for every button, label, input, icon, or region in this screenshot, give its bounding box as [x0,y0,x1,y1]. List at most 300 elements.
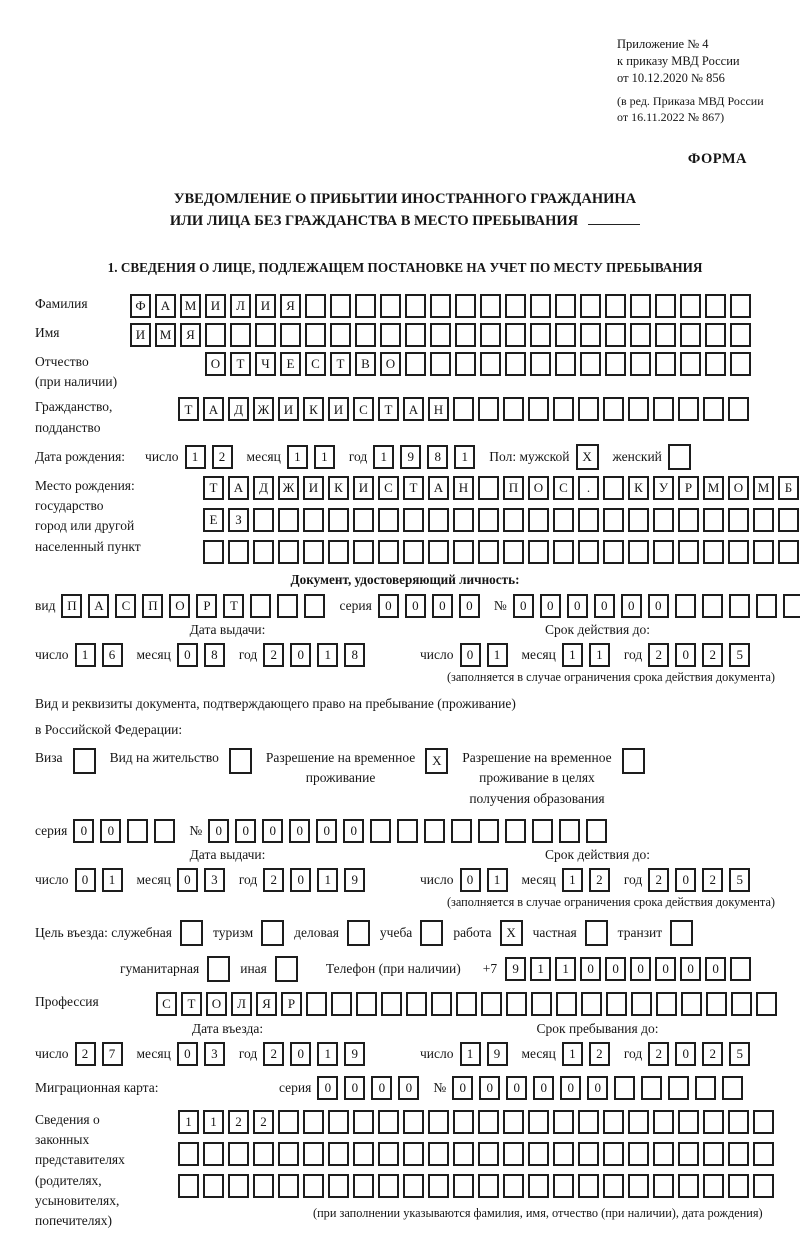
char-cell: 0 [648,594,669,618]
char-cell [478,1142,499,1166]
char-cell [478,1174,499,1198]
char-cell [628,397,649,421]
char-cell: Т [178,397,199,421]
char-cell: К [628,476,649,500]
char-cell [656,992,677,1016]
char-cell [603,1142,624,1166]
char-cell [556,992,577,1016]
char-cell: 0 [290,1042,311,1066]
char-cell [778,508,799,532]
char-cell: И [303,476,324,500]
char-cell [328,1174,349,1198]
stay-month [562,1042,610,1066]
char-cell [783,594,800,618]
char-cell [478,508,499,532]
char-cell: О [380,352,401,376]
char-cell [655,294,676,318]
id-issue-day [75,643,123,667]
char-cell [705,352,726,376]
char-cell [178,1142,199,1166]
char-cell: О [528,476,549,500]
char-cell [451,819,472,843]
entry-year [263,1042,365,1066]
char-cell: В [355,352,376,376]
char-cell: М [180,294,201,318]
char-cell [628,540,649,564]
form-title [35,188,775,233]
char-cell: 1 [562,1042,583,1066]
profession-label: Профессия [35,993,99,1009]
char-cell: 1 [203,1110,224,1134]
char-cell [630,294,651,318]
residence-permit-checkbox [229,748,252,774]
char-cell [728,397,749,421]
phone-prefix: +7 [482,960,498,976]
char-cell: 0 [506,1076,527,1100]
char-cell [553,1142,574,1166]
char-cell: М [155,323,176,347]
char-cell: 0 [580,957,601,981]
char-cell [628,1142,649,1166]
char-cell: 1 [317,643,338,667]
id-valid-year [648,643,750,667]
char-cell [230,323,251,347]
char-cell [506,992,527,1016]
char-cell [453,508,474,532]
char-cell: А [403,397,424,421]
title-underline [588,224,640,225]
char-cell [631,992,652,1016]
char-cell [478,1110,499,1134]
legal-reps-cells-row3 [178,1174,774,1198]
char-cell: Т [378,397,399,421]
profession-cells [156,992,777,1016]
char-cell [428,1174,449,1198]
patronymic-cells [205,352,751,376]
char-cell [528,1110,549,1134]
char-cell [668,1076,689,1100]
char-cell [678,1142,699,1166]
char-cell [605,352,626,376]
char-cell: 0 [479,1076,500,1100]
resid-valid-year [648,868,750,892]
char-cell [255,323,276,347]
resid-issue-title: Дата выдачи: [189,846,266,862]
citizenship-cells [178,397,749,421]
char-cell [503,397,524,421]
char-cell: 1 [317,868,338,892]
char-cell: И [130,323,151,347]
char-cell [453,1174,474,1198]
temporary-residence-checkbox: X [425,748,448,774]
char-cell [303,1174,324,1198]
purpose-tourism-checkbox [261,920,284,946]
char-cell [127,819,148,843]
char-cell [430,294,451,318]
char-cell: Я [280,294,301,318]
char-cell: 1 [562,643,583,667]
option-temporary-residence-education: Разрешение на временное проживание в целях получения образования [462,748,658,809]
resid-valid-title: Срок действия до: [545,846,650,862]
char-cell: Д [253,476,274,500]
char-cell [503,508,524,532]
char-cell: 2 [212,445,233,469]
char-cell [353,508,374,532]
migcard-series-label: серия [279,1079,312,1095]
birthplace-cells-row1 [203,476,799,500]
char-cell: Р [281,992,302,1016]
char-cell [678,1110,699,1134]
resid-issue-day [75,868,123,892]
citizenship-row [35,397,775,438]
char-cell: 7 [102,1042,123,1066]
char-cell [478,819,499,843]
char-cell [304,594,325,618]
char-cell: 0 [177,643,198,667]
char-cell [581,992,602,1016]
char-cell [277,594,298,618]
firstname-row [35,323,775,347]
char-cell [278,540,299,564]
sex-female-label: женский [612,448,662,464]
option-temporary-residence: Разрешение на временное проживание X [266,748,462,789]
purpose-transit-checkbox [670,920,693,946]
char-cell [528,540,549,564]
temporary-residence-education-checkbox [622,748,645,774]
migration-card-label: Миграционная карта: [35,1079,159,1095]
stay-year [648,1042,750,1066]
char-cell [703,397,724,421]
char-cell: 0 [371,1076,392,1100]
revision-line-2: от 16.11.2022 № 867) [617,109,725,124]
entry-dates: Дата въезда: число 2 7 месяц 0 3 год 2 0 1 9 Срок пребывания до: число 1 9 месяц 1 2 год 2 0 2 5 [35,1021,775,1066]
char-cell [406,992,427,1016]
char-cell: И [205,294,226,318]
char-cell [753,1142,774,1166]
char-cell: 9 [505,957,526,981]
char-cell [430,352,451,376]
char-cell [370,819,391,843]
char-cell [586,819,607,843]
char-cell: З [228,508,249,532]
char-cell: Р [678,476,699,500]
char-cell [453,540,474,564]
char-cell [428,508,449,532]
resid-serial-row [35,819,775,843]
char-cell: 0 [513,594,534,618]
char-cell: 2 [253,1110,274,1134]
id-valid-note: (заполняется в случае ограничения срока действия документа) [446,669,775,684]
char-cell: 1 [185,445,206,469]
purpose-row-2: гуманитарная иная Телефон (при наличии) +7 9 1 1 0 0 0 0 0 0 [35,956,775,982]
char-cell [729,594,750,618]
char-cell [722,1076,743,1100]
char-cell: 0 [73,819,94,843]
char-cell: 8 [204,643,225,667]
char-cell [530,294,551,318]
char-cell [505,323,526,347]
char-cell [428,1110,449,1134]
char-cell [428,540,449,564]
char-cell: 0 [316,819,337,843]
char-cell [730,957,751,981]
char-cell: 2 [75,1042,96,1066]
char-cell: К [328,476,349,500]
char-cell: Ж [278,476,299,500]
id-document-row [35,594,775,618]
char-cell: 0 [540,594,561,618]
section1-heading: 1. СВЕДЕНИЯ О ЛИЦЕ, ПОДЛЕЖАЩЕМ ПОСТАНОВКЕ НА УЧЕТ ПО МЕСТУ ПРЕБЫВАНИЯ [107,259,703,275]
char-cell [728,540,749,564]
char-cell: 6 [102,643,123,667]
form-title-line-2: ИЛИ ЛИЦА БЕЗ ГРАЖДАНСТВА В МЕСТО ПРЕБЫВАНИЯ [35,210,775,232]
char-cell: А [155,294,176,318]
char-cell [653,397,674,421]
purpose-private-checkbox [585,920,608,946]
char-cell [603,540,624,564]
char-cell: 0 [675,1042,696,1066]
char-cell: Ф [130,294,151,318]
char-cell [702,594,723,618]
char-cell [424,819,445,843]
char-cell: 0 [675,643,696,667]
char-cell [680,323,701,347]
char-cell [356,992,377,1016]
char-cell [328,508,349,532]
form-title-line-1: УВЕДОМЛЕНИЕ О ПРИБЫТИИ ИНОСТРАННОГО ГРАЖДАНИНА [173,191,637,207]
char-cell [478,397,499,421]
id-valid-day [460,643,508,667]
char-cell: 3 [204,868,225,892]
legal-reps-cells-row2 [178,1142,774,1166]
char-cell [205,323,226,347]
char-cell: Я [180,323,201,347]
char-cell: 1 [317,1042,338,1066]
birthplace-cells [203,476,799,564]
char-cell [528,1142,549,1166]
char-cell [680,352,701,376]
char-cell [531,992,552,1016]
char-cell: Т [230,352,251,376]
purpose-row: Цель въезда: служебная туризм деловая учеба работа X частная транзит [35,920,775,946]
char-cell [628,508,649,532]
char-cell: 2 [702,868,723,892]
birthdate-label: Дата рождения: [35,448,126,464]
char-cell: 3 [204,1042,225,1066]
char-cell: 0 [343,819,364,843]
char-cell [380,294,401,318]
char-cell: 2 [648,868,669,892]
char-cell [653,1142,674,1166]
char-cell: 2 [702,643,723,667]
purpose-label: Цель въезда: [35,924,108,940]
char-cell [480,294,501,318]
purpose-business-checkbox [347,920,370,946]
char-cell [431,992,452,1016]
appendix-line-1: Приложение № 4 [617,37,709,51]
surname-cells [130,294,751,318]
forma-label: ФОРМА [687,151,747,167]
char-cell [695,1076,716,1100]
char-cell [378,1174,399,1198]
birthdate-year-cells [373,445,475,469]
birthdate-day-label: число [145,448,179,464]
char-cell [578,1142,599,1166]
char-cell [203,540,224,564]
char-cell: 0 [378,594,399,618]
char-cell [378,1110,399,1134]
char-cell: 9 [344,868,365,892]
char-cell: 0 [290,868,311,892]
char-cell [403,1174,424,1198]
legal-reps-label: Сведения о законных представителях (родителях, усыновителях, попечителях) [35,1111,125,1229]
char-cell: . [578,476,599,500]
char-cell [730,323,751,347]
patronymic-row [35,352,775,393]
char-cell: Т [181,992,202,1016]
resid-valid-month [562,868,610,892]
migration-card-row [35,1076,775,1100]
char-cell [203,1174,224,1198]
char-cell [405,352,426,376]
char-cell: 0 [452,1076,473,1100]
option-visa: Виза [35,748,110,774]
char-cell [730,294,751,318]
entry-month [177,1042,225,1066]
char-cell [253,1142,274,1166]
char-cell [278,508,299,532]
resid-issue-year [263,868,365,892]
char-cell: 1 [178,1110,199,1134]
id-document-heading: Документ, удостоверяющий личность: [290,571,520,587]
char-cell [405,323,426,347]
resid-doc-dates: Дата выдачи: число 0 1 месяц 0 3 год 2 0 1 9 Срок действия до: число 0 1 месяц 1 2 год 2 0 2 5 (заполняется в случае ограничения срока действия документа) [35,846,775,909]
char-cell [503,1142,524,1166]
char-cell: 2 [263,1042,284,1066]
id-issue-year [263,643,365,667]
char-cell: 5 [729,868,750,892]
char-cell: 0 [177,868,198,892]
char-cell [397,819,418,843]
purpose-other-checkbox [275,956,298,982]
char-cell: 0 [75,868,96,892]
phone-label: Телефон (при наличии) [325,960,461,976]
legal-reps-cells [178,1110,774,1198]
id-number-label: № [493,597,507,613]
char-cell: 2 [589,868,610,892]
char-cell [614,1076,635,1100]
char-cell [530,352,551,376]
char-cell [559,819,580,843]
char-cell [306,992,327,1016]
char-cell: 1 [75,643,96,667]
revision-reference [617,93,775,125]
char-cell [480,352,501,376]
char-cell [653,1174,674,1198]
char-cell: 0 [630,957,651,981]
char-cell: 1 [454,445,475,469]
char-cell [653,1110,674,1134]
migcard-series-cells [317,1076,419,1100]
char-cell [478,540,499,564]
char-cell [378,508,399,532]
char-cell [731,992,752,1016]
char-cell: 9 [400,445,421,469]
char-cell [280,323,301,347]
char-cell: И [278,397,299,421]
char-cell [305,323,326,347]
char-cell [355,323,376,347]
char-cell: А [88,594,109,618]
char-cell [603,508,624,532]
char-cell [555,323,576,347]
char-cell: Д [228,397,249,421]
char-cell [154,819,175,843]
char-cell: 0 [460,643,481,667]
char-cell [305,294,326,318]
char-cell [253,540,274,564]
firstname-cells [130,323,751,347]
char-cell [303,1110,324,1134]
char-cell: 0 [533,1076,554,1100]
char-cell: 2 [648,1042,669,1066]
char-cell [532,819,553,843]
char-cell [578,397,599,421]
char-cell [228,1174,249,1198]
appendix-reference [617,36,775,125]
char-cell [328,540,349,564]
char-cell [353,1142,374,1166]
char-cell: У [653,476,674,500]
char-cell: 9 [487,1042,508,1066]
char-cell [703,1142,724,1166]
char-cell: Л [231,992,252,1016]
char-cell [455,323,476,347]
phone-cells [505,957,751,981]
char-cell: 2 [263,643,284,667]
char-cell: 0 [289,819,310,843]
char-cell: 0 [405,594,426,618]
char-cell: Е [280,352,301,376]
migcard-number-cells [452,1076,743,1100]
entry-day [75,1042,123,1066]
char-cell: И [255,294,276,318]
birthplace-label: Место рождения: государство город или другой населенный пункт [35,477,141,554]
id-valid-month [562,643,610,667]
char-cell: С [156,992,177,1016]
sex-female-checkbox [668,444,691,470]
char-cell [553,540,574,564]
id-valid-title: Срок действия до: [545,621,650,637]
resid-valid-day [460,868,508,892]
revision-line-1: (в ред. Приказа МВД России [617,93,764,108]
id-number-cells [513,594,800,618]
visa-checkbox [73,748,96,774]
legal-reps-note: (при заполнении указываются фамилия, имя, отчество (при наличии), дата рождения) [313,1205,763,1220]
sex-male-checkbox: X [576,444,599,470]
char-cell [453,1142,474,1166]
legal-reps-row [35,1110,775,1232]
resid-doc-line2: в Российской Федерации: [35,721,183,737]
char-cell: 0 [605,957,626,981]
char-cell: П [503,476,524,500]
char-cell [678,397,699,421]
purpose-official-checkbox [180,920,203,946]
char-cell [553,508,574,532]
surname-row [35,294,775,318]
char-cell [678,540,699,564]
char-cell: 1 [487,868,508,892]
